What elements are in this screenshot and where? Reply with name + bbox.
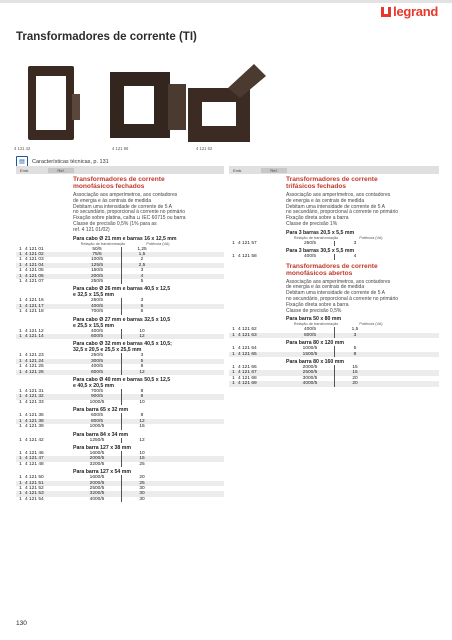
cell-relation: 400/5	[303, 327, 316, 333]
cell-emb: 1	[19, 298, 22, 304]
description-line: Debitam uma intensidade de corrente de 5 A	[286, 203, 385, 210]
cell-ref: 4 121 02	[25, 251, 44, 257]
cell-emb: 1	[19, 364, 22, 370]
cell-ref: 4 121 26	[25, 369, 44, 375]
cell-relation: 250/5	[90, 298, 103, 304]
cell-emb: 1	[19, 399, 22, 405]
cell-power: 6	[121, 309, 162, 314]
cell-emb: 1	[19, 279, 22, 285]
cell-power: 1,5	[121, 252, 162, 257]
cell-relation: 900/5	[90, 394, 103, 400]
cell-power: 20	[334, 381, 375, 386]
relation-header: Relação de transformação	[80, 241, 126, 246]
cell-emb: 1	[19, 485, 22, 491]
table-row	[229, 241, 439, 246]
cell-emb: 1	[19, 358, 22, 364]
cell-relation: 250/5	[90, 279, 103, 285]
cell-ref: 4 121 05	[25, 268, 44, 274]
cell-relation: 600/5	[90, 334, 103, 340]
cell-emb: 1	[19, 496, 22, 502]
relation-header: Relação de transformação	[293, 235, 339, 240]
cell-emb: 1	[19, 257, 22, 263]
cell-ref: 4 121 38	[25, 418, 44, 424]
description-line: ref. 4 121 01/02)	[73, 226, 110, 233]
cell-relation: 2000/5	[89, 480, 105, 486]
description-line: Classe de precisão 0,5%	[286, 307, 342, 314]
subsection-title: e 25,5 x 15,5 mm	[73, 322, 114, 329]
cell-power: 12	[121, 419, 162, 424]
cell-relation: 600/5	[90, 413, 103, 419]
cell-power: 3	[121, 268, 162, 273]
header-ref: Ref.	[48, 168, 74, 173]
page-title: Transformadores de corrente (TI)	[16, 31, 197, 43]
cell-relation: 400/5	[90, 303, 103, 309]
table-row	[16, 424, 224, 429]
section-title: monofásicos abertos	[286, 269, 353, 277]
description-line: Associação aos amperímetros, aos contadores	[286, 278, 391, 285]
header-ref: Ref.	[261, 168, 287, 173]
cell-ref: 4 121 64	[238, 346, 257, 352]
cell-power: 8	[121, 364, 162, 369]
subsection-title: Para barra 84 x 34 mm	[73, 431, 129, 438]
subsection-title: e 40,5 x 20,5 mm	[73, 383, 114, 390]
cell-ref: 4 121 18	[25, 309, 44, 315]
cell-relation: 3200/5	[89, 461, 105, 467]
cell-power: 4	[121, 274, 162, 279]
cell-power: 8	[121, 389, 162, 394]
description-line: Fixação direta sobre a barra	[286, 301, 349, 308]
cell-relation: 250/5	[90, 353, 103, 359]
cell-power: 12	[121, 370, 162, 375]
product-photo-1	[14, 64, 94, 144]
cell-power: 4	[334, 254, 375, 259]
subsection-title: Para cabo Ø 40 mm e barras 50,5 x 12,5	[73, 377, 171, 384]
cell-ref: 4 121 06	[25, 273, 44, 279]
book-icon: ▤	[16, 156, 28, 167]
subsection-title: Para barra 80 x 120 mm	[286, 340, 344, 347]
cell-power: 30	[121, 491, 162, 496]
cell-ref: 4 121 57	[238, 240, 257, 246]
cell-relation: 300/5	[90, 358, 103, 364]
cell-emb: 1	[19, 456, 22, 462]
cell-power: 6	[121, 304, 162, 309]
subsection-title: Para cabo Ø 27 mm e barras 32,5 x 10,5	[73, 316, 171, 323]
subsection-title: Para barra 127 x 38 mm	[73, 444, 131, 451]
cell-relation: 400/5	[303, 254, 316, 260]
cell-relation: 800/5	[90, 418, 103, 424]
section-title: trifásicos fechados	[286, 183, 347, 190]
power-header: Potência (VA)	[359, 322, 383, 327]
table-row	[229, 352, 439, 357]
table-header-left	[16, 166, 224, 174]
cell-ref: 4 121 03	[25, 257, 44, 263]
cell-emb: 1	[19, 491, 22, 497]
cell-relation: 1600/5	[89, 450, 105, 456]
cell-emb: 1	[19, 273, 22, 279]
cell-emb: 1	[19, 328, 22, 334]
subsection-title: Para cabo Ø 26 mm e barras 40,5 x 12,5	[73, 286, 171, 293]
cell-emb: 1	[19, 480, 22, 486]
cell-power: 15	[121, 424, 162, 429]
cell-ref: 4 121 62	[238, 327, 257, 333]
cell-ref: 4 121 36	[25, 413, 44, 419]
cell-ref: 4 121 42	[25, 437, 44, 443]
cell-emb: 1	[19, 353, 22, 359]
cell-power: 15	[334, 365, 375, 370]
cell-relation: 400/5	[90, 328, 103, 334]
tech-characteristics-text: Características técnicas, p. 131	[32, 158, 109, 165]
cell-ref: 4 121 07	[25, 279, 44, 285]
cell-relation: 100/5	[90, 257, 103, 263]
cell-power: 12	[121, 438, 162, 443]
cell-power: 20	[334, 376, 375, 381]
cell-power: 5	[334, 346, 375, 351]
description-line: de energia e às centrais de medida	[286, 197, 365, 204]
subsection-title: e 32,5 x 15,5 mm	[73, 292, 114, 299]
section-title: Transformadores de corrente	[286, 262, 378, 270]
description-line: Fixação sobre platina, calha ⊔ IEC 60715 ou barra	[73, 215, 186, 222]
cell-ref: 4 121 65	[238, 351, 257, 357]
cell-ref: 4 121 16	[25, 298, 44, 304]
cell-relation: 200/5	[90, 273, 103, 279]
cell-power: 30	[121, 497, 162, 502]
power-header: Potência (VA)	[359, 235, 383, 240]
table-row	[229, 381, 439, 386]
cell-power: 12	[121, 334, 162, 339]
cell-ref: 4 121 47	[25, 456, 44, 462]
cell-power: 3	[334, 241, 375, 246]
cell-emb: 1	[232, 240, 235, 246]
cell-relation: 4000/5	[302, 381, 318, 387]
table-row	[16, 370, 224, 375]
cell-ref: 4 121 32	[25, 394, 44, 400]
cell-emb: 1	[232, 254, 235, 260]
cell-power: 8	[334, 352, 375, 357]
cell-relation: 2500/5	[302, 370, 318, 376]
table-header-right	[229, 166, 439, 174]
cell-power: 25	[121, 481, 162, 486]
cell-relation: 700/5	[90, 389, 103, 395]
section-title: monofásicos fechados	[73, 183, 145, 190]
cell-ref: 4 121 17	[25, 303, 44, 309]
cell-power: 10	[121, 400, 162, 405]
cell-power: 15	[334, 370, 375, 375]
cell-relation: 125/5	[90, 262, 103, 268]
cell-ref: 4 121 48	[25, 461, 44, 467]
cell-emb: 1	[232, 370, 235, 376]
cell-relation: 75/5	[92, 251, 102, 257]
cell-power: 10	[121, 451, 162, 456]
photo-caption-2: 4 121 86	[112, 146, 129, 151]
cell-ref: 4 121 39	[25, 424, 44, 430]
cell-ref: 4 121 58	[238, 254, 257, 260]
cell-relation: 250/5	[303, 240, 316, 246]
cell-relation: 4000/5	[89, 496, 105, 502]
cell-power: 3	[121, 298, 162, 303]
cell-ref: 4 121 66	[238, 365, 257, 370]
page-number: 130	[16, 620, 27, 627]
cell-power: 3	[334, 333, 375, 338]
table-row	[16, 279, 224, 284]
cell-emb: 1	[19, 369, 22, 375]
description-line: Associação aos amperímetros, aos contadores	[73, 192, 178, 198]
cell-power: 5	[121, 279, 162, 284]
cell-ref: 4 121 04	[25, 262, 44, 268]
subsection-title: Para barra 65 x 32 mm	[73, 407, 129, 414]
cell-ref: 4 121 52	[25, 485, 44, 491]
subsection-title: Para barra 80 x 160 mm	[286, 359, 344, 365]
subsection-title: Para 3 barras 20,5 x 5,5 mm	[286, 229, 355, 236]
cell-power: 8	[121, 394, 162, 399]
cell-emb: 1	[19, 309, 22, 315]
cell-ref: 4 121 67	[238, 370, 257, 376]
description-line: Fixação direta sobre a barra	[286, 215, 349, 222]
description-line: no secundário, proporcional à corrente no primário	[286, 209, 399, 216]
cell-relation: 400/5	[90, 364, 103, 370]
power-header: Potência (VA)	[146, 241, 170, 246]
table-row	[16, 400, 224, 405]
cell-ref: 4 121 01	[25, 246, 44, 252]
header-emb: Emb.	[233, 167, 243, 173]
section-title: Transformadores de corrente	[73, 176, 165, 183]
product-photo-3	[180, 64, 275, 144]
cell-emb: 1	[19, 268, 22, 274]
relation-header: Relação de transformação	[293, 322, 339, 327]
cell-emb: 1	[19, 437, 22, 443]
cell-ref: 4 121 51	[25, 480, 44, 486]
cell-emb: 1	[19, 394, 22, 400]
description-line: Classe de precisão 0,5% (1% para as	[73, 220, 157, 227]
cell-ref: 4 121 25	[25, 364, 44, 370]
cell-power: 1,25	[121, 247, 162, 252]
table-row	[16, 309, 224, 314]
cell-relation: 1000/5	[89, 399, 105, 405]
cell-emb: 1	[19, 334, 22, 340]
cell-relation: 600/5	[90, 369, 103, 375]
right-column	[229, 176, 439, 387]
cell-power: 1,5	[334, 327, 375, 332]
cell-relation: 2000/5	[89, 456, 105, 462]
cell-ref: 4 121 63	[238, 332, 257, 338]
cell-ref: 4 121 46	[25, 450, 44, 456]
photo-caption-3: 4 121 62	[196, 146, 213, 151]
cell-power: 15	[121, 456, 162, 461]
subsection-title: Para barra 50 x 80 mm	[286, 316, 342, 323]
cell-power: 8	[121, 413, 162, 418]
cell-ref: 4 121 68	[238, 375, 257, 381]
cell-ref: 4 121 14	[25, 334, 44, 340]
cell-relation: 2500/5	[89, 485, 105, 491]
cell-emb: 1	[19, 475, 22, 481]
description-line: de energia e às centrais de medida	[73, 197, 152, 204]
cell-emb: 1	[19, 389, 22, 395]
cell-emb: 1	[19, 303, 22, 309]
cell-power: 2	[121, 257, 162, 262]
cell-emb: 1	[19, 418, 22, 424]
description-line: Debitam uma intensidade de corrente de 5 A	[286, 290, 385, 297]
cell-emb: 1	[19, 262, 22, 268]
left-column	[16, 176, 224, 502]
cell-ref: 4 121 69	[238, 381, 257, 387]
subsection-title: Para 3 barras 30,5 x 5,5 mm	[286, 248, 355, 255]
cell-ref: 4 121 54	[25, 496, 44, 502]
cell-relation: 2000/5	[302, 365, 318, 370]
description-line: no secundário, proporcional à corrente no primário	[73, 209, 186, 216]
cell-ref: 4 121 31	[25, 389, 44, 395]
cell-emb: 1	[19, 251, 22, 257]
table-row	[229, 333, 439, 338]
cell-power: 30	[121, 486, 162, 491]
cell-power: 2,5	[121, 263, 162, 268]
cell-emb: 1	[232, 327, 235, 333]
cell-power: 10	[121, 329, 162, 334]
description-line: Classe de precisão 1%	[286, 220, 338, 227]
cell-emb: 1	[232, 375, 235, 381]
brand-logo	[381, 4, 438, 19]
photo-caption-1: 4 121 42	[14, 146, 31, 151]
cell-emb: 1	[232, 381, 235, 387]
cell-power: 25	[121, 462, 162, 467]
cell-power: 20	[121, 475, 162, 480]
cell-emb: 1	[232, 351, 235, 357]
description-line: Associação aos amperímetros, aos contadores	[286, 192, 391, 198]
cell-power: 5	[121, 359, 162, 364]
cell-emb: 1	[19, 461, 22, 467]
cell-ref: 4 121 12	[25, 328, 44, 334]
cell-relation: 3000/5	[302, 375, 318, 381]
cell-ref: 4 121 23	[25, 353, 44, 359]
header-emb: Emb.	[20, 167, 30, 173]
cell-relation: 700/5	[90, 309, 103, 315]
cell-emb: 1	[19, 413, 22, 419]
table-row	[16, 462, 224, 467]
cell-ref: 4 121 33	[25, 399, 44, 405]
subsection-title: Para cabo Ø 32 mm e barras 40,5 x 10,5;	[73, 341, 172, 348]
cell-emb: 1	[232, 365, 235, 370]
cell-relation: 3200/5	[89, 491, 105, 497]
cell-relation: 800/5	[303, 332, 316, 338]
subsection-title: Para cabo Ø 21 mm e barras 16 x 12,5 mm	[73, 235, 177, 242]
description-line: no secundário, proporcional à corrente no primário	[286, 295, 399, 302]
cell-ref: 4 121 24	[25, 358, 44, 364]
brand-name: legrand	[393, 4, 438, 19]
cell-relation: 1250/5	[89, 437, 105, 443]
cell-emb: 1	[19, 246, 22, 252]
table-row	[229, 254, 439, 259]
subsection-title: Para barra 127 x 54 mm	[73, 469, 131, 476]
cell-power: 3	[121, 353, 162, 358]
cell-ref: 4 121 53	[25, 491, 44, 497]
cell-emb: 1	[232, 346, 235, 352]
top-rule	[0, 0, 452, 3]
subsection-title: 32,5 x 20,5 e 25,5 x 25,5 mm	[73, 347, 142, 354]
cell-relation: 1500/5	[302, 351, 318, 357]
cell-emb: 1	[19, 424, 22, 430]
cell-relation: 1000/5	[89, 424, 105, 430]
cell-relation: 1000/5	[302, 346, 318, 352]
cell-relation: 1600/5	[89, 475, 105, 481]
cell-relation: 150/5	[90, 268, 103, 274]
table-row	[16, 334, 224, 339]
cell-relation: 50/5	[92, 246, 102, 252]
table-row	[16, 438, 224, 443]
cell-ref: 4 121 50	[25, 475, 44, 481]
description-line: Debitam uma intensidade de corrente de 5 A	[73, 203, 172, 210]
legrand-logo-icon	[381, 7, 391, 17]
description-line: de energia e às centrais de medida	[286, 284, 365, 291]
cell-emb: 1	[19, 450, 22, 456]
table-row	[16, 497, 224, 502]
section-title: Transformadores de corrente	[286, 176, 378, 183]
cell-emb: 1	[232, 332, 235, 338]
